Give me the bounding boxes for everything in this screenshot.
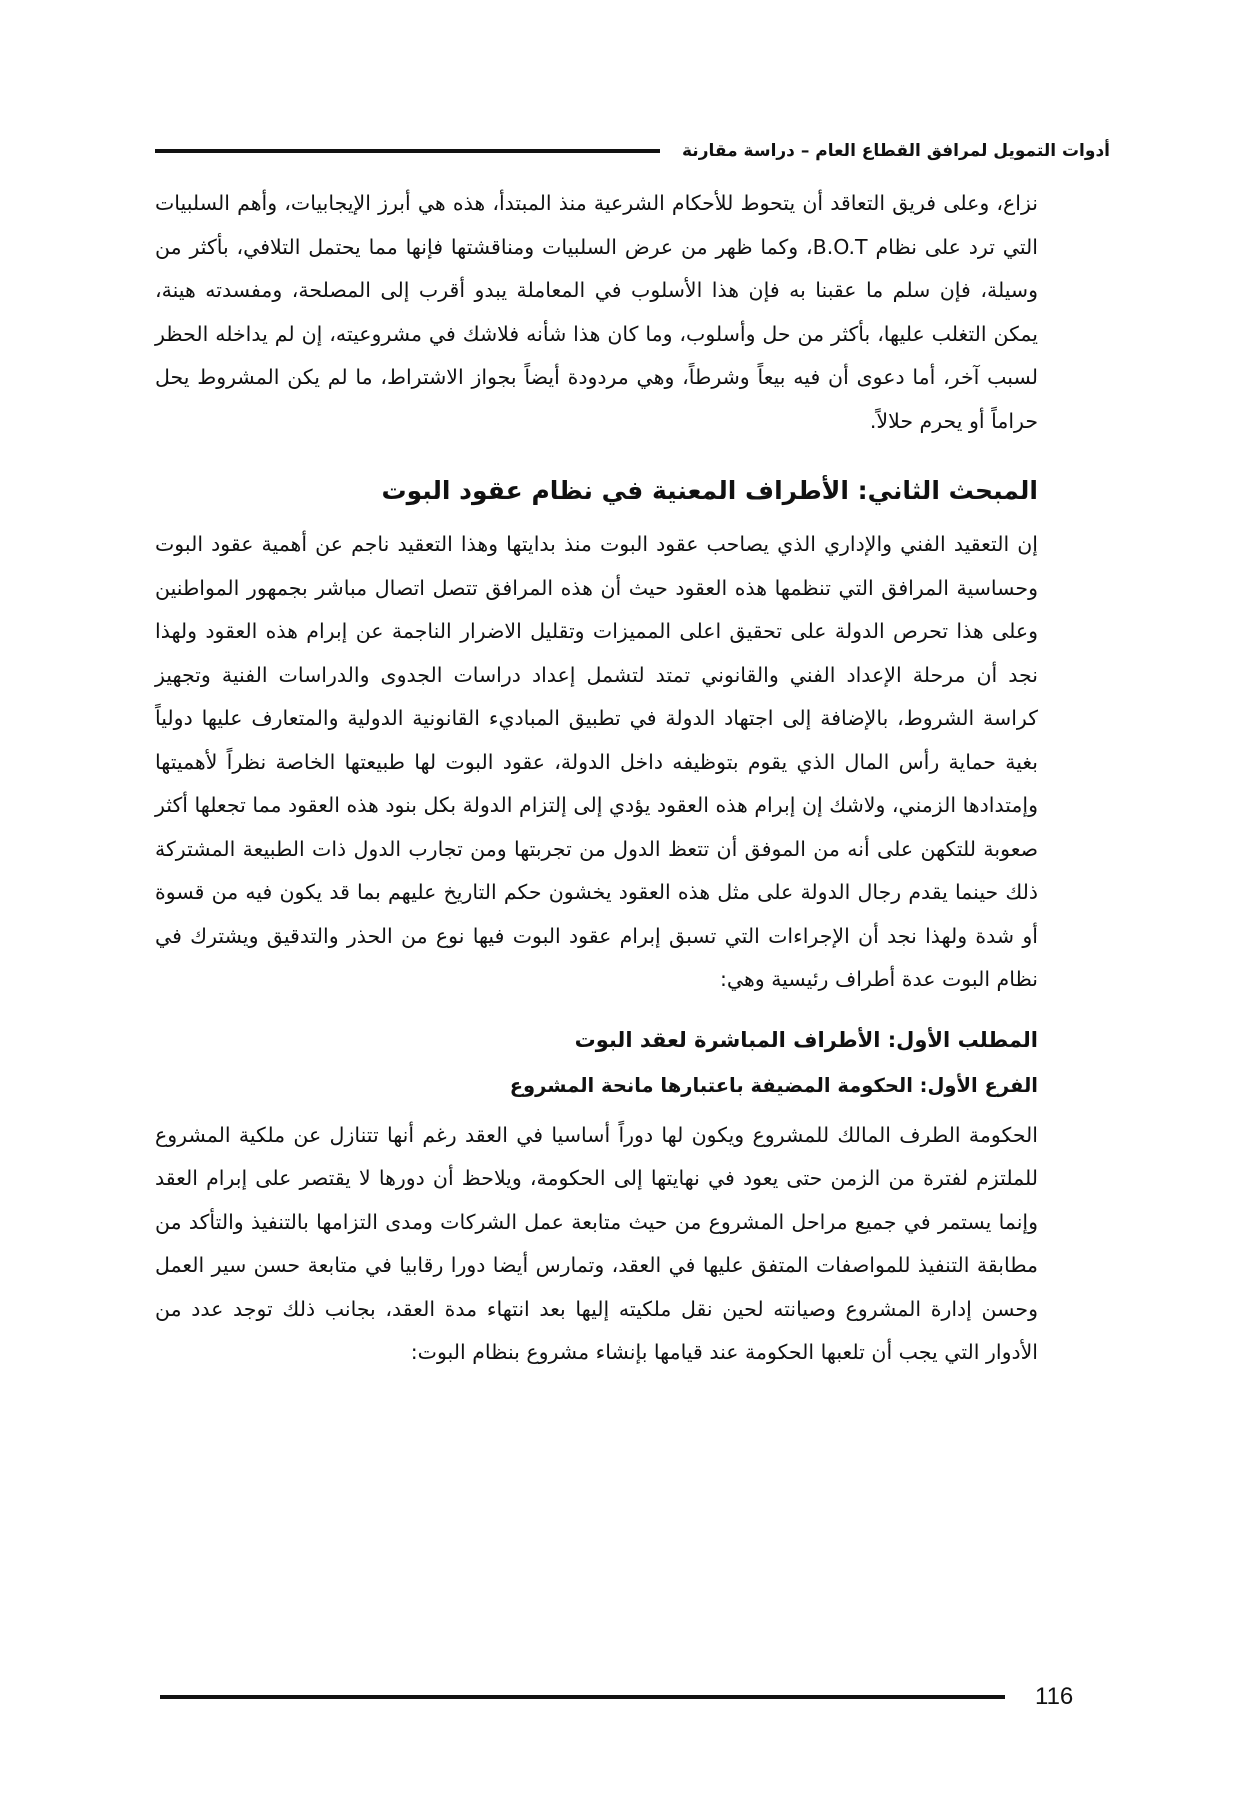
subsection-heading: المطلب الأول: الأطراف المباشرة لعقد البوت	[574, 1027, 1038, 1052]
page-content	[155, 182, 1038, 1375]
running-title: أدوات التمويل لمرافق القطاع العام – دراسة مقارنة	[682, 141, 1110, 161]
running-header	[155, 136, 1110, 166]
footer-rule	[160, 1695, 1005, 1699]
branch-paragraph: الحكومة الطرف المالك للمشروع ويكون لها دوراً أساسيا في العقد رغم أنها تتنازل عن ملكية المشروع للملتزم لفترة من الزمن حتى يعود في نهايتها إلى الحكومة، ويلاحظ أن دورها لا يقتصر على إبرام العقد وإنما يستمر في جميع مراحل المشروع من حيث متابعة عمل الشركات ومدى التزامها بالتنفيذ والتأكد من مطابقة التنفيذ للمواصفات المتفق عليها في العقد، وتمارس أيضا دورا رقابيا في متابعة حسن سير العمل وحسن إدارة المشروع وصيانته لحين نقل ملكيته إليها بعد انتهاء مدة العقد، بجانب ذلك توجد عدد من الأدوار التي يجب أن تلعبها الحكومة عند قيامها بإنشاء مشروع بنظام البوت:	[155, 1122, 1038, 1364]
branch-heading: الفرع الأول: الحكومة المضيفة باعتبارها مانحة المشروع	[509, 1073, 1038, 1097]
header-rule	[155, 149, 660, 153]
section-heading: المبحث الثاني: الأطراف المعنية في نظام عقود البوت	[381, 476, 1038, 505]
section-paragraph: إن التعقيد الفني والإداري الذي يصاحب عقود البوت منذ بدايتها وهذا التعقيد ناجم عن أهمية عقود البوت وحساسية المرافق التي تنظمها هذه العقود حيث أن هذه المرافق تتصل اتصال مباشر بجمهور المواطنين وعلى هذا تحرص الدولة على تحقيق اعلى المميزات وتقليل الاضرار الناجمة عن إبرام هذه العقود ولهذا نجد أن مرحلة الإعداد الفني والقانوني تمتد لتشمل إعداد دراسات الجدوى والدراسات الفنية وتجهيز كراسة الشروط، بالإضافة إلى اجتهاد الدولة في تطبيق المباديء القانونية الدولية والمتعارف عليها دولياً بغية حماية رأس المال الذي يقوم بتوظيفه داخل الدولة، عقود البوت لها طبيعتها الخاصة نظراً لأهميتها وإمتدادها الزمني، ولاشك إن إبرام هذه العقود يؤدي إلى إلتزام الدولة بكل بنود هذه العقود مما تجعلها أكثر صعوبة للتكهن على أنه من الموفق أن تتعظ الدول من تجربتها ومن تجارب الدول ذات الطبيعة المشتركة ذلك حينما يقدم رجال الدولة على مثل هذه العقود يخشون حكم التاريخ عليهم بما قد يكون فيه من قسوة أو شدة ولهذا نجد أن الإجراءات التي تسبق إبرام عقود البوت فيها نوع من الحذر والتدقيق ويشترك في نظام البوت عدة أطراف رئيسية وهي:	[155, 532, 1038, 991]
page-footer	[160, 1683, 1085, 1711]
page-number: 116	[1035, 1683, 1074, 1710]
intro-paragraph: نزاع، وعلى فريق التعاقد أن يتحوط للأحكام الشرعية منذ المبتدأ، هذه هي أبرز الإيجابيات، وأهم السلبيات التي ترد على نظام B.O.T، وكما ظهر من عرض السلبيات ومناقشتها فإنها مما يحتمل التلافي، بأكثر من وسيلة، فإن سلم ما عقبنا به فإن هذا الأسلوب في المعاملة يبدو أقرب إلى المصلحة، ومفسدته هينة، يمكن التغلب عليها، بأكثر من حل وأسلوب، وما كان هذا شأنه فلاشك في مشروعيته، إن لم يداخله الحظر لسبب آخر، أما دعوى أن فيه بيعاً وشرطاً، وهي مردودة أيضاً بجواز الاشتراط، ما لم يكن المشروط يحل حراماً أو يحرم حلالاً.	[155, 191, 1038, 433]
